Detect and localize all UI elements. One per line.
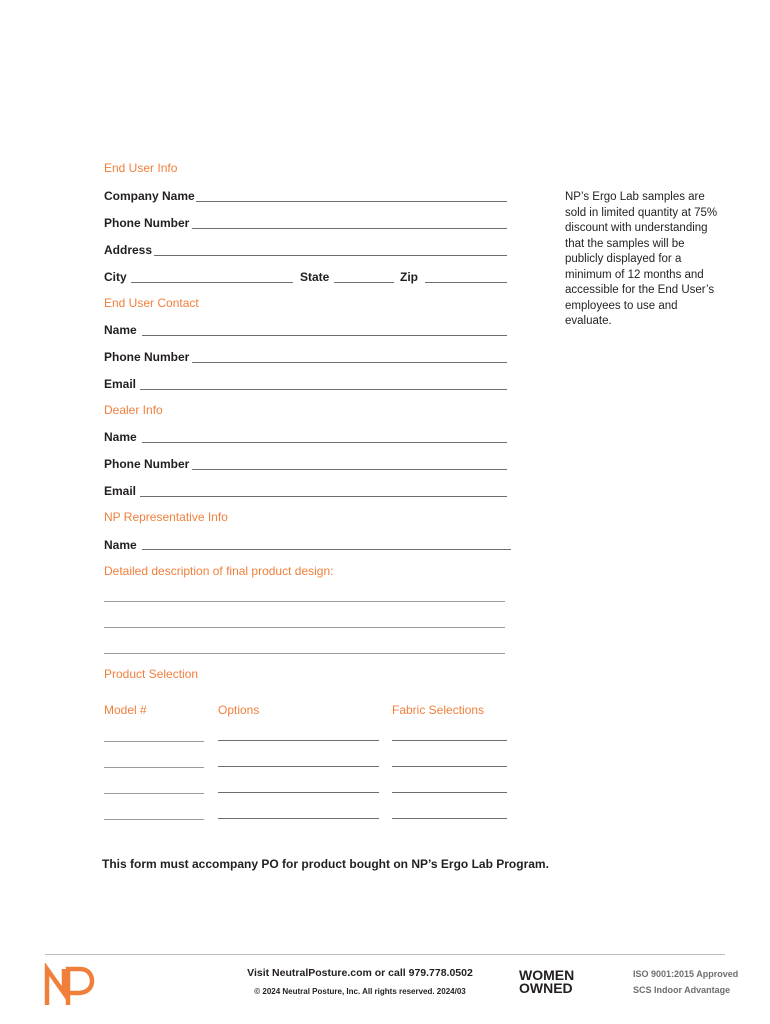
state-label: State — [300, 270, 330, 284]
city-label: City — [104, 270, 127, 284]
fabric-field-4[interactable] — [392, 818, 507, 819]
model-field-1[interactable] — [104, 741, 204, 742]
footer-copyright: © 2024 Neutral Posture, Inc. All rights reserved. 2024/03 — [254, 987, 466, 996]
model-field-3[interactable] — [104, 793, 204, 794]
company-name-label: Company Name — [104, 189, 195, 203]
po-notice: This form must accompany PO for product bought on NP’s Ergo Lab Program. — [102, 857, 549, 871]
options-field-2[interactable] — [218, 766, 379, 767]
women-owned-line2: OWNED — [519, 980, 573, 996]
end-user-phone-field[interactable] — [192, 228, 507, 229]
fabric-field-3[interactable] — [392, 792, 507, 793]
fabric-field-2[interactable] — [392, 766, 507, 767]
iso-approval: ISO 9001:2015 Approved — [633, 969, 739, 979]
section-product-selection: Product Selection — [104, 667, 199, 681]
np-logo — [44, 963, 96, 1009]
section-end-user-info: End User Info — [104, 161, 178, 175]
address-label: Address — [104, 243, 153, 257]
options-field-1[interactable] — [218, 740, 379, 741]
footer-divider — [45, 954, 725, 955]
company-name-field[interactable] — [196, 201, 507, 202]
model-column-header: Model # — [104, 703, 147, 717]
contact-phone-label: Phone Number — [104, 350, 190, 364]
description-line-2[interactable] — [104, 627, 505, 628]
dealer-name-label: Name — [104, 430, 137, 444]
address-field[interactable] — [154, 255, 507, 256]
options-field-4[interactable] — [218, 818, 379, 819]
description-line-3[interactable] — [104, 653, 505, 654]
contact-name-label: Name — [104, 323, 137, 337]
women-owned-logo — [519, 969, 574, 995]
model-field-4[interactable] — [104, 819, 204, 820]
dealer-phone-label: Phone Number — [104, 457, 190, 471]
contact-email-field[interactable] — [140, 389, 507, 390]
contact-email-label: Email — [104, 377, 137, 391]
options-column-header: Options — [218, 703, 260, 717]
dealer-email-label: Email — [104, 484, 137, 498]
contact-phone-field[interactable] — [192, 362, 507, 363]
fabric-column-header: Fabric Selections — [392, 703, 485, 717]
footer-visit: Visit NeutralPosture.com or call 979.778.0502 — [247, 967, 473, 979]
rep-name-label: Name — [104, 538, 137, 552]
np-logo-mark — [44, 963, 96, 1009]
options-field-3[interactable] — [218, 792, 379, 793]
section-end-user-contact: End User Contact — [104, 296, 199, 310]
dealer-name-field[interactable] — [142, 442, 507, 443]
section-np-rep-info: NP Representative Info — [104, 510, 228, 524]
ergo-lab-note: NP’s Ergo Lab samples are sold in limited quantity at 75% discount with understanding that the samples will be publicly displayed for a minimum of 12 months and accessible for the End User’s employees to use and evaluate. — [565, 191, 718, 327]
section-dealer-info: Dealer Info — [104, 403, 163, 417]
contact-name-field[interactable] — [142, 335, 507, 336]
fabric-field-1[interactable] — [392, 740, 507, 741]
zip-field[interactable] — [425, 282, 507, 283]
dealer-email-field[interactable] — [140, 496, 507, 497]
description-line-1[interactable] — [104, 601, 505, 602]
end-user-phone-label: Phone Number — [104, 216, 190, 230]
zip-label: Zip — [400, 270, 418, 284]
dealer-phone-field[interactable] — [192, 469, 507, 470]
scs-indoor-advantage: SCS Indoor Advantage — [633, 985, 731, 995]
state-field[interactable] — [334, 282, 394, 283]
women-owned-line1: WOMEN — [519, 967, 575, 983]
rep-name-field[interactable] — [142, 549, 511, 550]
city-field[interactable] — [131, 282, 293, 283]
model-field-2[interactable] — [104, 767, 204, 768]
section-description: Detailed description of final product design: — [104, 564, 334, 578]
